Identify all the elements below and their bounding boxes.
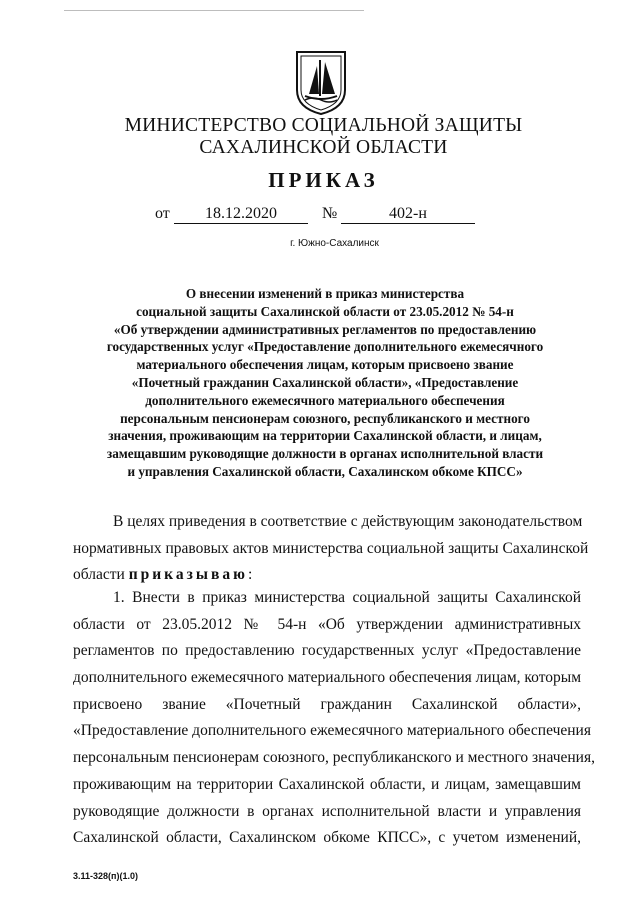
item-line: проживающим на территории Сахалинской области, и лицам, замещавшим	[73, 775, 581, 793]
ministry-name-line1: МИНИСТЕРСТВО СОЦИАЛЬНОЙ ЗАЩИТЫ	[124, 115, 523, 136]
heading-line: замещавшим руководящие должности в органах исполнительной власти	[106, 446, 544, 462]
number-label: №	[322, 205, 338, 222]
item-line: дополнительного ежемесячного материального обеспечения лицам, которым	[73, 669, 582, 687]
preamble-prefix: области	[73, 566, 129, 584]
heading-line: социальной защиты Сахалинской области от 23.05.2012 № 54-н	[136, 303, 514, 319]
heading-line: и управления Сахалинской области, Сахалинском обкоме КПСС»	[127, 463, 523, 479]
sakhalin-coat-of-arms-icon	[295, 50, 347, 116]
preamble-line: В целях приведения в соответствие с действующим законодательством	[113, 513, 583, 530]
item-line: руководящие должности в органах исполнительной власти и управления	[73, 802, 581, 820]
preamble-paragraph	[73, 509, 589, 589]
order-number: 402-н	[341, 205, 475, 224]
city-name: г. Южно-Сахалинск	[290, 238, 379, 249]
document-code: 3.11-328(п)(1.0)	[73, 871, 138, 881]
order-heading	[60, 285, 590, 481]
scan-artifact-line	[64, 10, 364, 11]
ministry-name-line2: САХАЛИНСКОЙ ОБЛАСТИ	[199, 137, 448, 158]
date-label: от	[155, 205, 170, 222]
document-type-title: ПРИКАЗ	[268, 168, 379, 192]
order-date: 18.12.2020	[174, 205, 308, 224]
heading-line: персональным пенсионерам союзного, республиканского и местного	[120, 410, 530, 426]
heading-line: материального обеспечения лицам, которым присвоено звание	[136, 357, 514, 373]
heading-line: значения, проживающим на территории Сахалинской области, и лицам,	[108, 428, 542, 444]
order-verb: приказываю	[128, 566, 248, 584]
item-line: персональным пенсионерам союзного, республиканского и местного значения,	[73, 749, 595, 767]
heading-line: О внесении изменений в приказ министерства	[185, 286, 465, 301]
item-line: 1. Внести в приказ министерства социальной защиты Сахалинской	[113, 589, 581, 606]
item-1-paragraph	[73, 585, 595, 852]
item-line: «Предоставление дополнительного ежемесячного материального обеспечения	[73, 722, 591, 740]
item-line: области от 23.05.2012 № 54-н «Об утверждении административных	[73, 615, 581, 633]
preamble-line: нормативных правовых актов министерства социальной защиты Сахалинской	[73, 539, 589, 557]
heading-line: дополнительного ежемесячного материального обеспечения	[145, 392, 505, 408]
heading-line: «Об утверждении административных регламентов по предоставлению	[113, 321, 537, 337]
heading-line: «Почетный гражданин Сахалинской области», «Предоставление	[131, 374, 519, 390]
item-line: Сахалинской области, Сахалинском обкоме КПСС», с учетом изменений,	[73, 829, 581, 847]
preamble-suffix: :	[247, 566, 253, 584]
item-line: регламентов по предоставлению государственных услуг «Предоставление	[73, 642, 581, 660]
item-line: присвоено звание «Почетный гражданин Сахалинской области»,	[73, 695, 581, 713]
heading-line: государственных услуг «Предоставление дополнительного ежемесячного	[106, 339, 544, 355]
